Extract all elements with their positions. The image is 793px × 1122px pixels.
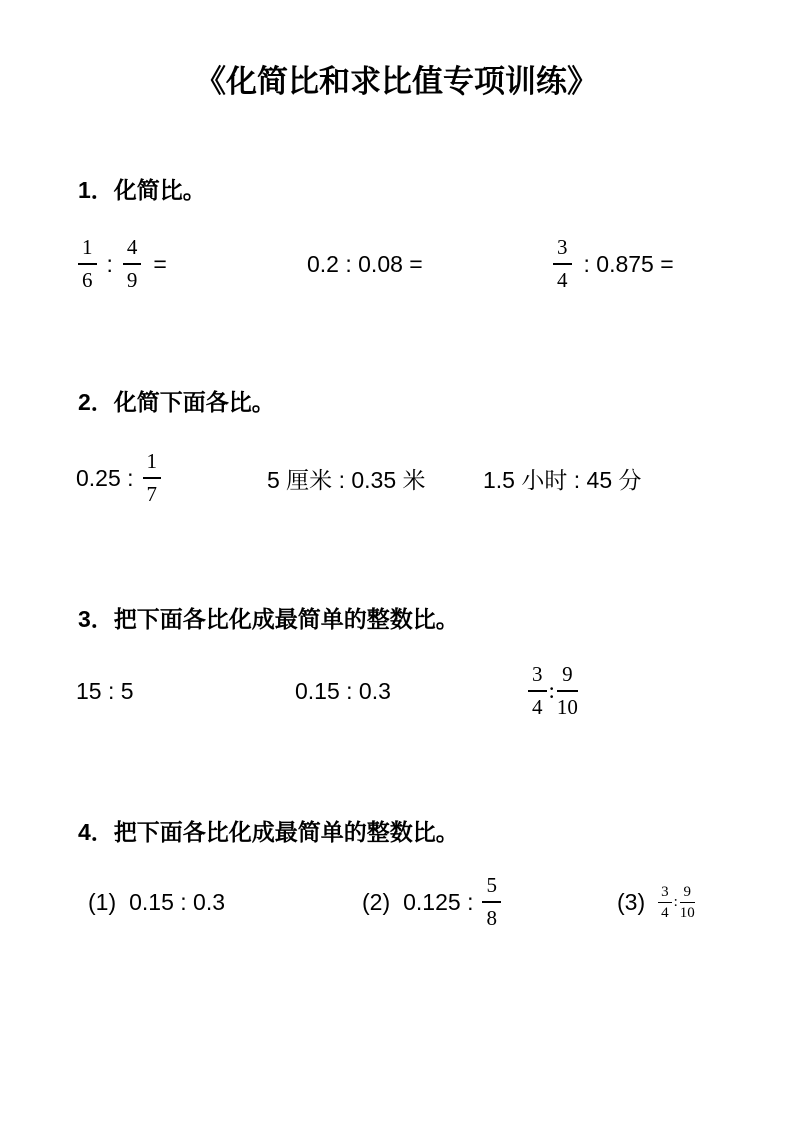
page-title: 《化简比和求比值专项训练》 bbox=[195, 64, 598, 99]
problem-1-1 bbox=[78, 228, 167, 300]
fraction-denominator: 8 bbox=[486, 906, 497, 930]
fraction-numerator: 3 bbox=[553, 234, 572, 265]
ratio-text: 15 : 5 bbox=[76, 677, 134, 704]
section-3-heading: 3．把下面各比化成最简单的整数比。 bbox=[78, 606, 459, 632]
fraction-denominator: 9 bbox=[126, 268, 138, 292]
fraction-numerator: 1 bbox=[143, 448, 162, 479]
fraction-denominator: 7 bbox=[146, 482, 158, 506]
section-1-problems bbox=[0, 228, 793, 300]
problem-3-1 bbox=[76, 654, 134, 728]
section-2-problems bbox=[0, 436, 793, 520]
item-number: (1) bbox=[88, 888, 117, 915]
ratio-text: 0.15 : 0.3 bbox=[129, 888, 226, 915]
fraction-numerator: 3 bbox=[528, 661, 547, 692]
ratio-text: 1.5 小时 : 45 分 bbox=[483, 466, 642, 493]
fraction-numerator: 1 bbox=[78, 234, 97, 265]
item-number: (2) bbox=[362, 888, 391, 915]
fraction bbox=[557, 661, 578, 721]
item-number: (3) bbox=[617, 888, 646, 915]
ratio-text: 0.15 : 0.3 bbox=[295, 677, 391, 704]
ratio-colon: : bbox=[673, 893, 678, 910]
fraction-denominator: 4 bbox=[532, 695, 543, 719]
fraction-denominator: 10 bbox=[679, 904, 695, 921]
fraction-denominator: 4 bbox=[661, 904, 669, 921]
problem-1-2 bbox=[307, 228, 423, 300]
fraction-denominator: 4 bbox=[557, 268, 568, 292]
fraction-numerator: 3 bbox=[658, 883, 672, 903]
ratio-text: : 0.875 = bbox=[583, 250, 674, 277]
fraction-denominator: 6 bbox=[82, 268, 93, 292]
section-3-problems bbox=[0, 654, 793, 728]
problem-4-1 bbox=[88, 860, 225, 944]
fraction bbox=[658, 883, 672, 922]
equals-sign: = bbox=[153, 250, 167, 277]
fraction-numerator: 5 bbox=[482, 872, 501, 903]
fraction-denominator: 10 bbox=[556, 695, 578, 719]
problem-4-3 bbox=[617, 860, 695, 944]
problem-1-3 bbox=[553, 228, 674, 300]
problem-2-1 bbox=[76, 436, 161, 520]
problem-4-2 bbox=[362, 860, 501, 944]
fraction bbox=[78, 234, 97, 294]
fraction bbox=[680, 883, 695, 922]
fraction-numerator: 9 bbox=[680, 883, 695, 903]
section-2-heading: 2．化简下面各比。 bbox=[78, 389, 275, 415]
problem-2-2 bbox=[267, 436, 426, 520]
section-4-heading: 4．把下面各比化成最简单的整数比。 bbox=[78, 819, 459, 845]
ratio-text: 5 厘米 : 0.35 米 bbox=[267, 466, 426, 493]
ratio-colon: : bbox=[106, 250, 113, 277]
fraction bbox=[553, 234, 572, 294]
fraction bbox=[482, 872, 501, 932]
ratio-text: 0.125 : bbox=[403, 888, 474, 915]
problem-2-3 bbox=[483, 436, 642, 520]
fraction-numerator: 4 bbox=[123, 234, 142, 265]
problem-3-3 bbox=[528, 654, 578, 728]
ratio-text: 0.2 : 0.08 = bbox=[307, 250, 423, 277]
ratio-colon: : bbox=[548, 678, 555, 703]
section-1-heading: 1．化简比。 bbox=[78, 177, 206, 203]
problem-3-2 bbox=[295, 654, 391, 728]
section-4-problems bbox=[0, 860, 793, 944]
fraction bbox=[143, 448, 162, 508]
fraction bbox=[123, 234, 142, 294]
fraction bbox=[528, 661, 547, 721]
ratio-text: 0.25 : bbox=[76, 464, 134, 491]
fraction-numerator: 9 bbox=[557, 661, 578, 692]
